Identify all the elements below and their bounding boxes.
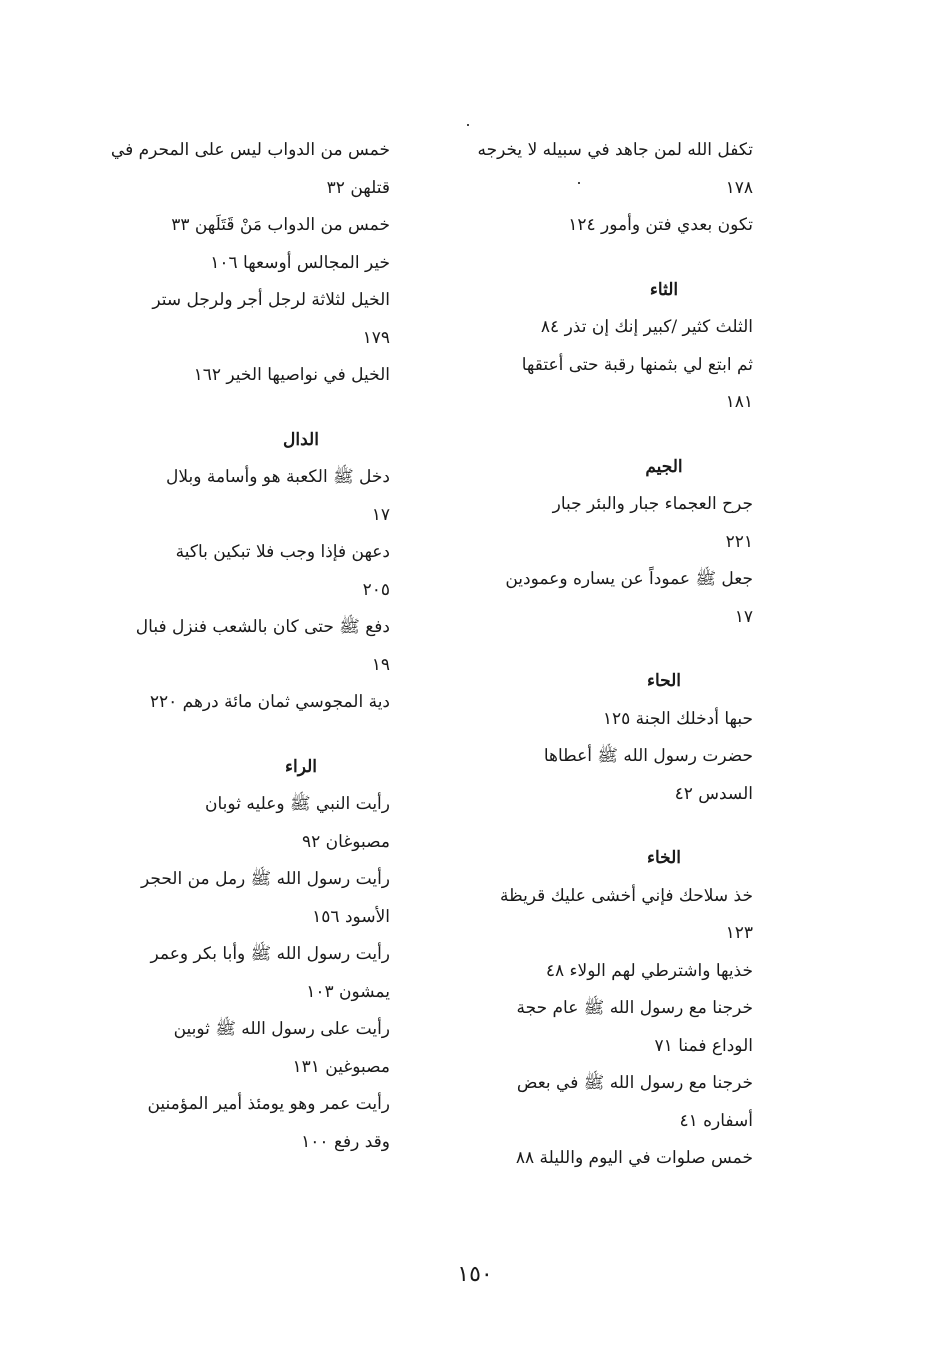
- index-entry-line: ٢٠٥: [362, 579, 390, 600]
- index-entry-line: دعهن فإذا وجب فلا تبكين باكية: [175, 542, 390, 562]
- index-entry-line: مصبوغان ٩٢: [302, 831, 390, 852]
- index-entry-line: السدس ٤٢: [674, 783, 753, 804]
- index-entry-line: خرجنا مع رسول الله ﷺ عام حجة: [516, 998, 753, 1018]
- section-gap: [122, 395, 390, 422]
- page-number: ١٥٠: [457, 1262, 493, 1287]
- index-entry-line: دخل ﷺ الكعبة هو وأسامة وبلال: [165, 467, 390, 487]
- index-entry-line: ١٧: [734, 606, 753, 627]
- scan-speck: [578, 182, 580, 184]
- index-entry-line: خمس من الدواب مَنْ قَتَلَهن ٣٣: [171, 215, 390, 235]
- section-heading: الثاء: [649, 279, 679, 300]
- section-gap: [485, 245, 753, 272]
- section-heading: الجيم: [645, 456, 683, 477]
- index-column-right: [477, 132, 753, 1178]
- section-heading: الدال: [283, 429, 319, 450]
- index-entry-line: الثلث كثير /كبير إنك إن تذر ٨٤: [540, 317, 753, 337]
- section-heading: الراء: [285, 756, 317, 777]
- index-entry-line: دية المجوسي ثمان مائة درهم ٢٢٠: [149, 692, 390, 712]
- index-entry-line: رأيت عمر وهو يومئذ أمير المؤمنين: [147, 1094, 390, 1114]
- scan-speck: [467, 124, 469, 126]
- section-gap: [485, 813, 753, 840]
- index-entry-line: قتلهن ٣٢: [326, 177, 390, 198]
- index-entry-line: ثم ابتع لي بثمنها رقبة حتى أعتقها: [521, 354, 753, 375]
- index-entry-line: رأيت على رسول الله ﷺ ثوبين: [173, 1019, 390, 1039]
- index-entry-line: خذيها واشترطي لهم الولاء ٤٨: [545, 960, 753, 981]
- index-entry-line: ١٨١: [725, 392, 753, 412]
- index-entry-line: مصبوغين ١٣١: [292, 1056, 390, 1077]
- index-entry-line: ١٧٩: [362, 327, 390, 348]
- section-gap: [485, 636, 753, 663]
- section-gap: [122, 722, 390, 749]
- index-entry-line: رأيت النبي ﷺ وعليه ثوبان: [205, 794, 390, 814]
- index-entry-line: جعل ﷺ عموداً عن يساره وعمودين: [505, 569, 753, 589]
- index-entry-line: خمس صلوات في اليوم والليلة ٨٨: [515, 1148, 753, 1168]
- index-entry-line: جرح العجماء جبار والبئر جبار: [552, 494, 753, 514]
- index-entry-line: رأيت رسول الله ﷺ رمل من الحجر: [140, 869, 390, 889]
- index-entry-line: خير المجالس أوسعها ١٠٦: [210, 252, 390, 273]
- index-entry-line: خذ سلاحك فإني أخشى عليك قريظة: [500, 885, 753, 906]
- index-entry-line: يمشون ١٠٣: [306, 981, 390, 1002]
- index-entry-line: حبها أدخلك الجنة ١٢٥: [602, 708, 753, 729]
- index-entry-line: خمس من الدواب ليس على المحرم في: [110, 140, 390, 160]
- index-entry-line: أسفاره ٤١: [679, 1110, 753, 1131]
- index-entry-line: ١٩: [371, 654, 390, 675]
- index-entry-line: تكفل الله لمن جاهد في سبيله لا يخرجه: [477, 140, 753, 160]
- section-gap: [485, 422, 753, 449]
- index-entry-line: الخيل لثلاثة لرجل أجر ولرجل ستر: [152, 290, 390, 310]
- index-entry-line: ١٢٣: [725, 923, 753, 943]
- index-entry-line: ١٧٨: [725, 177, 753, 198]
- index-entry-line: حضرت رسول الله ﷺ أعطاها: [543, 746, 753, 766]
- index-entry-line: ١٧: [371, 504, 390, 525]
- index-entry-line: الأسود ١٥٦: [312, 906, 390, 927]
- section-heading: الحاء: [646, 671, 682, 691]
- index-entry-line: دفع ﷺ حتى كان بالشعب فنزل فبال: [135, 617, 390, 637]
- section-heading: الخاء: [646, 848, 682, 868]
- index-column-left: [110, 132, 390, 1161]
- index-entry-line: الوداع فمنا ٧١: [654, 1035, 753, 1056]
- index-entry-line: الخيل في نواصيها الخير ١٦٢: [193, 365, 390, 385]
- index-entry-line: رأيت رسول الله ﷺ وأبا بكر وعمر: [150, 944, 390, 964]
- index-entry-line: خرجنا مع رسول الله ﷺ في بعض: [516, 1073, 753, 1093]
- index-entry-line: وقد رفع ١٠٠: [301, 1131, 390, 1152]
- index-entry-line: ٢٢١: [725, 531, 753, 552]
- index-entry-line: تكون بعدي فتن وأمور ١٢٤: [568, 215, 753, 235]
